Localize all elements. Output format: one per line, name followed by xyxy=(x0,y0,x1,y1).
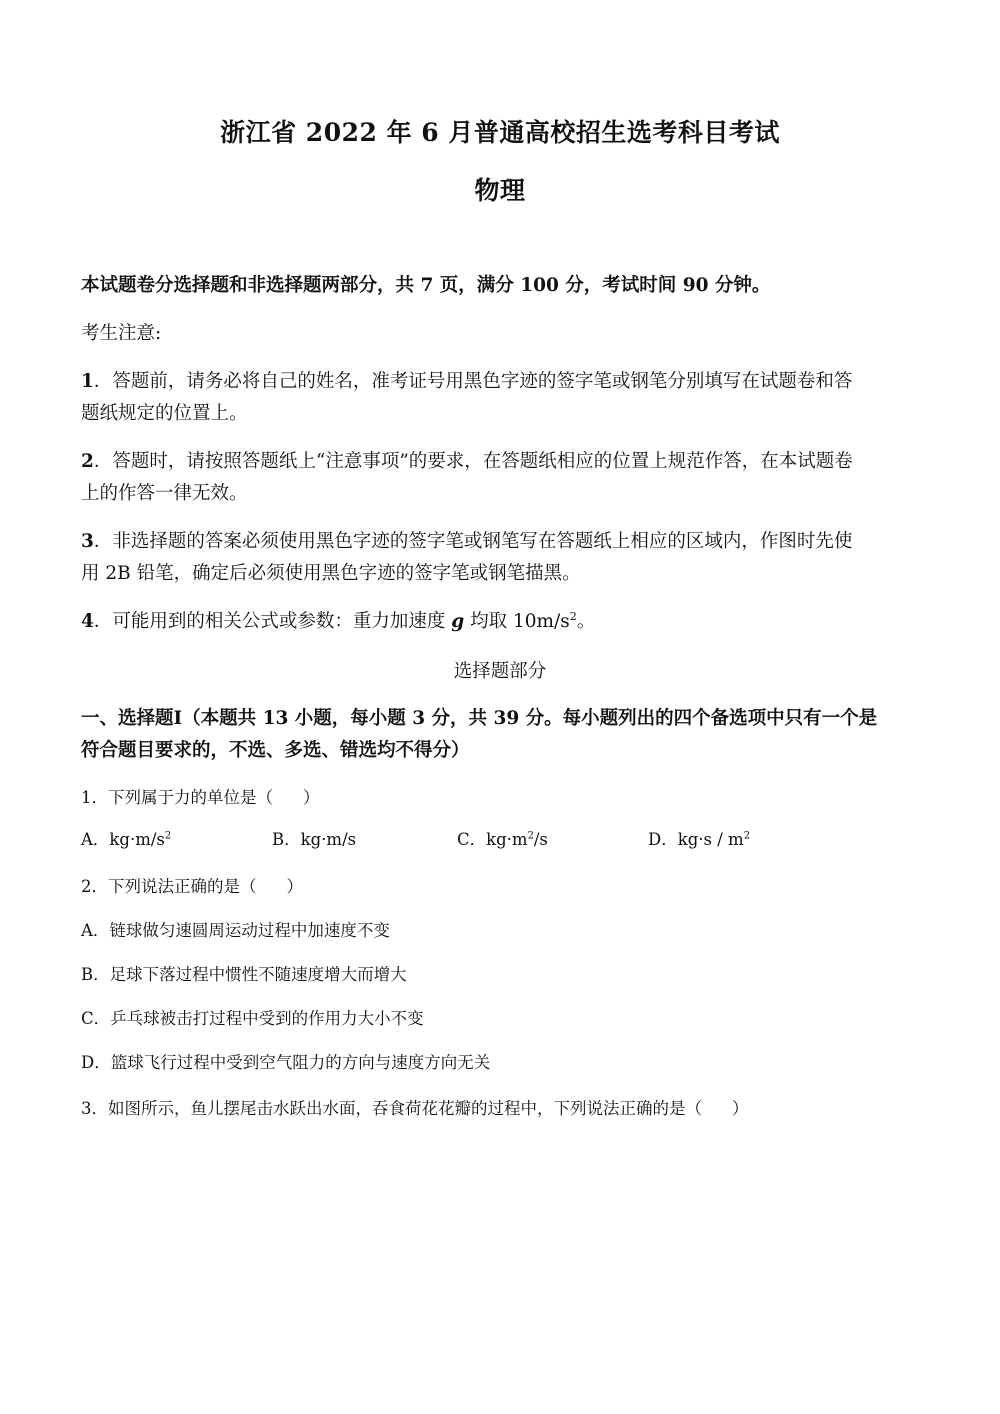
notice-1-line-1 xyxy=(81,366,921,397)
question-1-stem xyxy=(81,782,921,813)
part-1-heading-line-2: 符合题目要求的，不选、多选、错选均不得分） xyxy=(81,740,470,761)
question-1-option-a xyxy=(81,828,171,852)
question-close-paren: ） xyxy=(732,1099,749,1118)
notice-2-line-1 xyxy=(81,446,921,477)
question-2-option-b: B．足球下落过程中惯性不随速度增大而增大 xyxy=(81,965,407,984)
superscript: 2 xyxy=(527,830,534,842)
question-text: 2．下列说法正确的是（ xyxy=(81,877,257,896)
notice-number: 2 xyxy=(81,451,94,472)
notice-4-line-1 xyxy=(81,606,921,637)
section-title: 选择题部分 xyxy=(453,661,547,682)
question-3-stem xyxy=(81,1093,921,1124)
question-text: 1．下列属于力的单位是（ xyxy=(81,788,273,807)
question-2-option-d: D．篮球飞行过程中受到空气阻力的方向与速度方向无关 xyxy=(81,1053,491,1072)
question-close-paren: ） xyxy=(286,877,303,896)
notice-text: ．可能用到的相关公式或参数：重力加速度 xyxy=(93,611,452,632)
notice-1-line-2: 题纸规定的位置上。 xyxy=(81,403,248,424)
option-text: B．kg·m/s xyxy=(272,830,357,849)
subject-title: 物理 xyxy=(474,176,526,205)
notice-number: 3 xyxy=(81,531,94,552)
notice-text: 。 xyxy=(576,611,596,632)
notice-text: ．非选择题的答案必须使用黑色字迹的签字笔或钢笔写在答题纸上相应的区域内，作图时先使 xyxy=(93,531,853,552)
notice-number: 1 xyxy=(81,371,94,392)
option-text: D．kg·s / m xyxy=(648,830,744,849)
question-close-paren: ） xyxy=(303,788,320,807)
intro-text: 本试题卷分选择题和非选择题两部分，共 7 页，满分 100 分，考试时间 90 分钟。 xyxy=(81,275,771,296)
superscript: 2 xyxy=(164,830,172,842)
question-1-option-c xyxy=(457,828,548,852)
exam-title: 浙江省 2022 年 6 月普通高校招生选考科目考试 xyxy=(220,118,780,147)
notice-text: ．答题前，请务必将自己的姓名，准考证号用黑色字迹的签字笔或钢笔分别填写在试题卷和答 xyxy=(93,371,853,392)
notice-3-line-1 xyxy=(81,526,921,557)
superscript: 2 xyxy=(569,609,577,623)
option-text: A．kg·m/s xyxy=(81,830,165,849)
superscript: 2 xyxy=(743,830,750,842)
option-text: /s xyxy=(533,830,548,849)
question-2-option-a: A．链球做匀速圆周运动过程中加速度不变 xyxy=(81,921,390,940)
question-1-option-d xyxy=(648,828,750,852)
gravity-symbol: g xyxy=(451,611,465,632)
notice-text: 均取 10m/s xyxy=(464,611,570,632)
notice-heading: 考生注意: xyxy=(81,323,162,344)
question-2-stem xyxy=(81,871,921,902)
question-2-option-c: C．乒乓球被击打过程中受到的作用力大小不变 xyxy=(81,1009,424,1028)
question-1-option-b xyxy=(272,828,356,852)
option-text: C．kg·m xyxy=(457,830,528,849)
question-text: 3．如图所示，鱼儿摆尾击水跃出水面，吞食荷花花瓣的过程中，下列说法正确的是（ xyxy=(81,1099,702,1118)
notice-2-line-2: 上的作答一律无效。 xyxy=(81,483,248,504)
notice-text: ．答题时，请按照答题纸上“注意事项”的要求，在答题纸相应的位置上规范作答，在本试题卷 xyxy=(93,451,853,472)
part-1-heading-line-1: 一、选择题Ⅰ（本题共 13 小题，每小题 3 分，共 39 分。每小题列出的四个备选项中只有一个是 xyxy=(81,708,878,729)
notice-3-line-2: 用 2B 铅笔，确定后必须使用黑色字迹的签字笔或钢笔描黑。 xyxy=(81,563,581,584)
notice-number: 4 xyxy=(81,611,94,632)
